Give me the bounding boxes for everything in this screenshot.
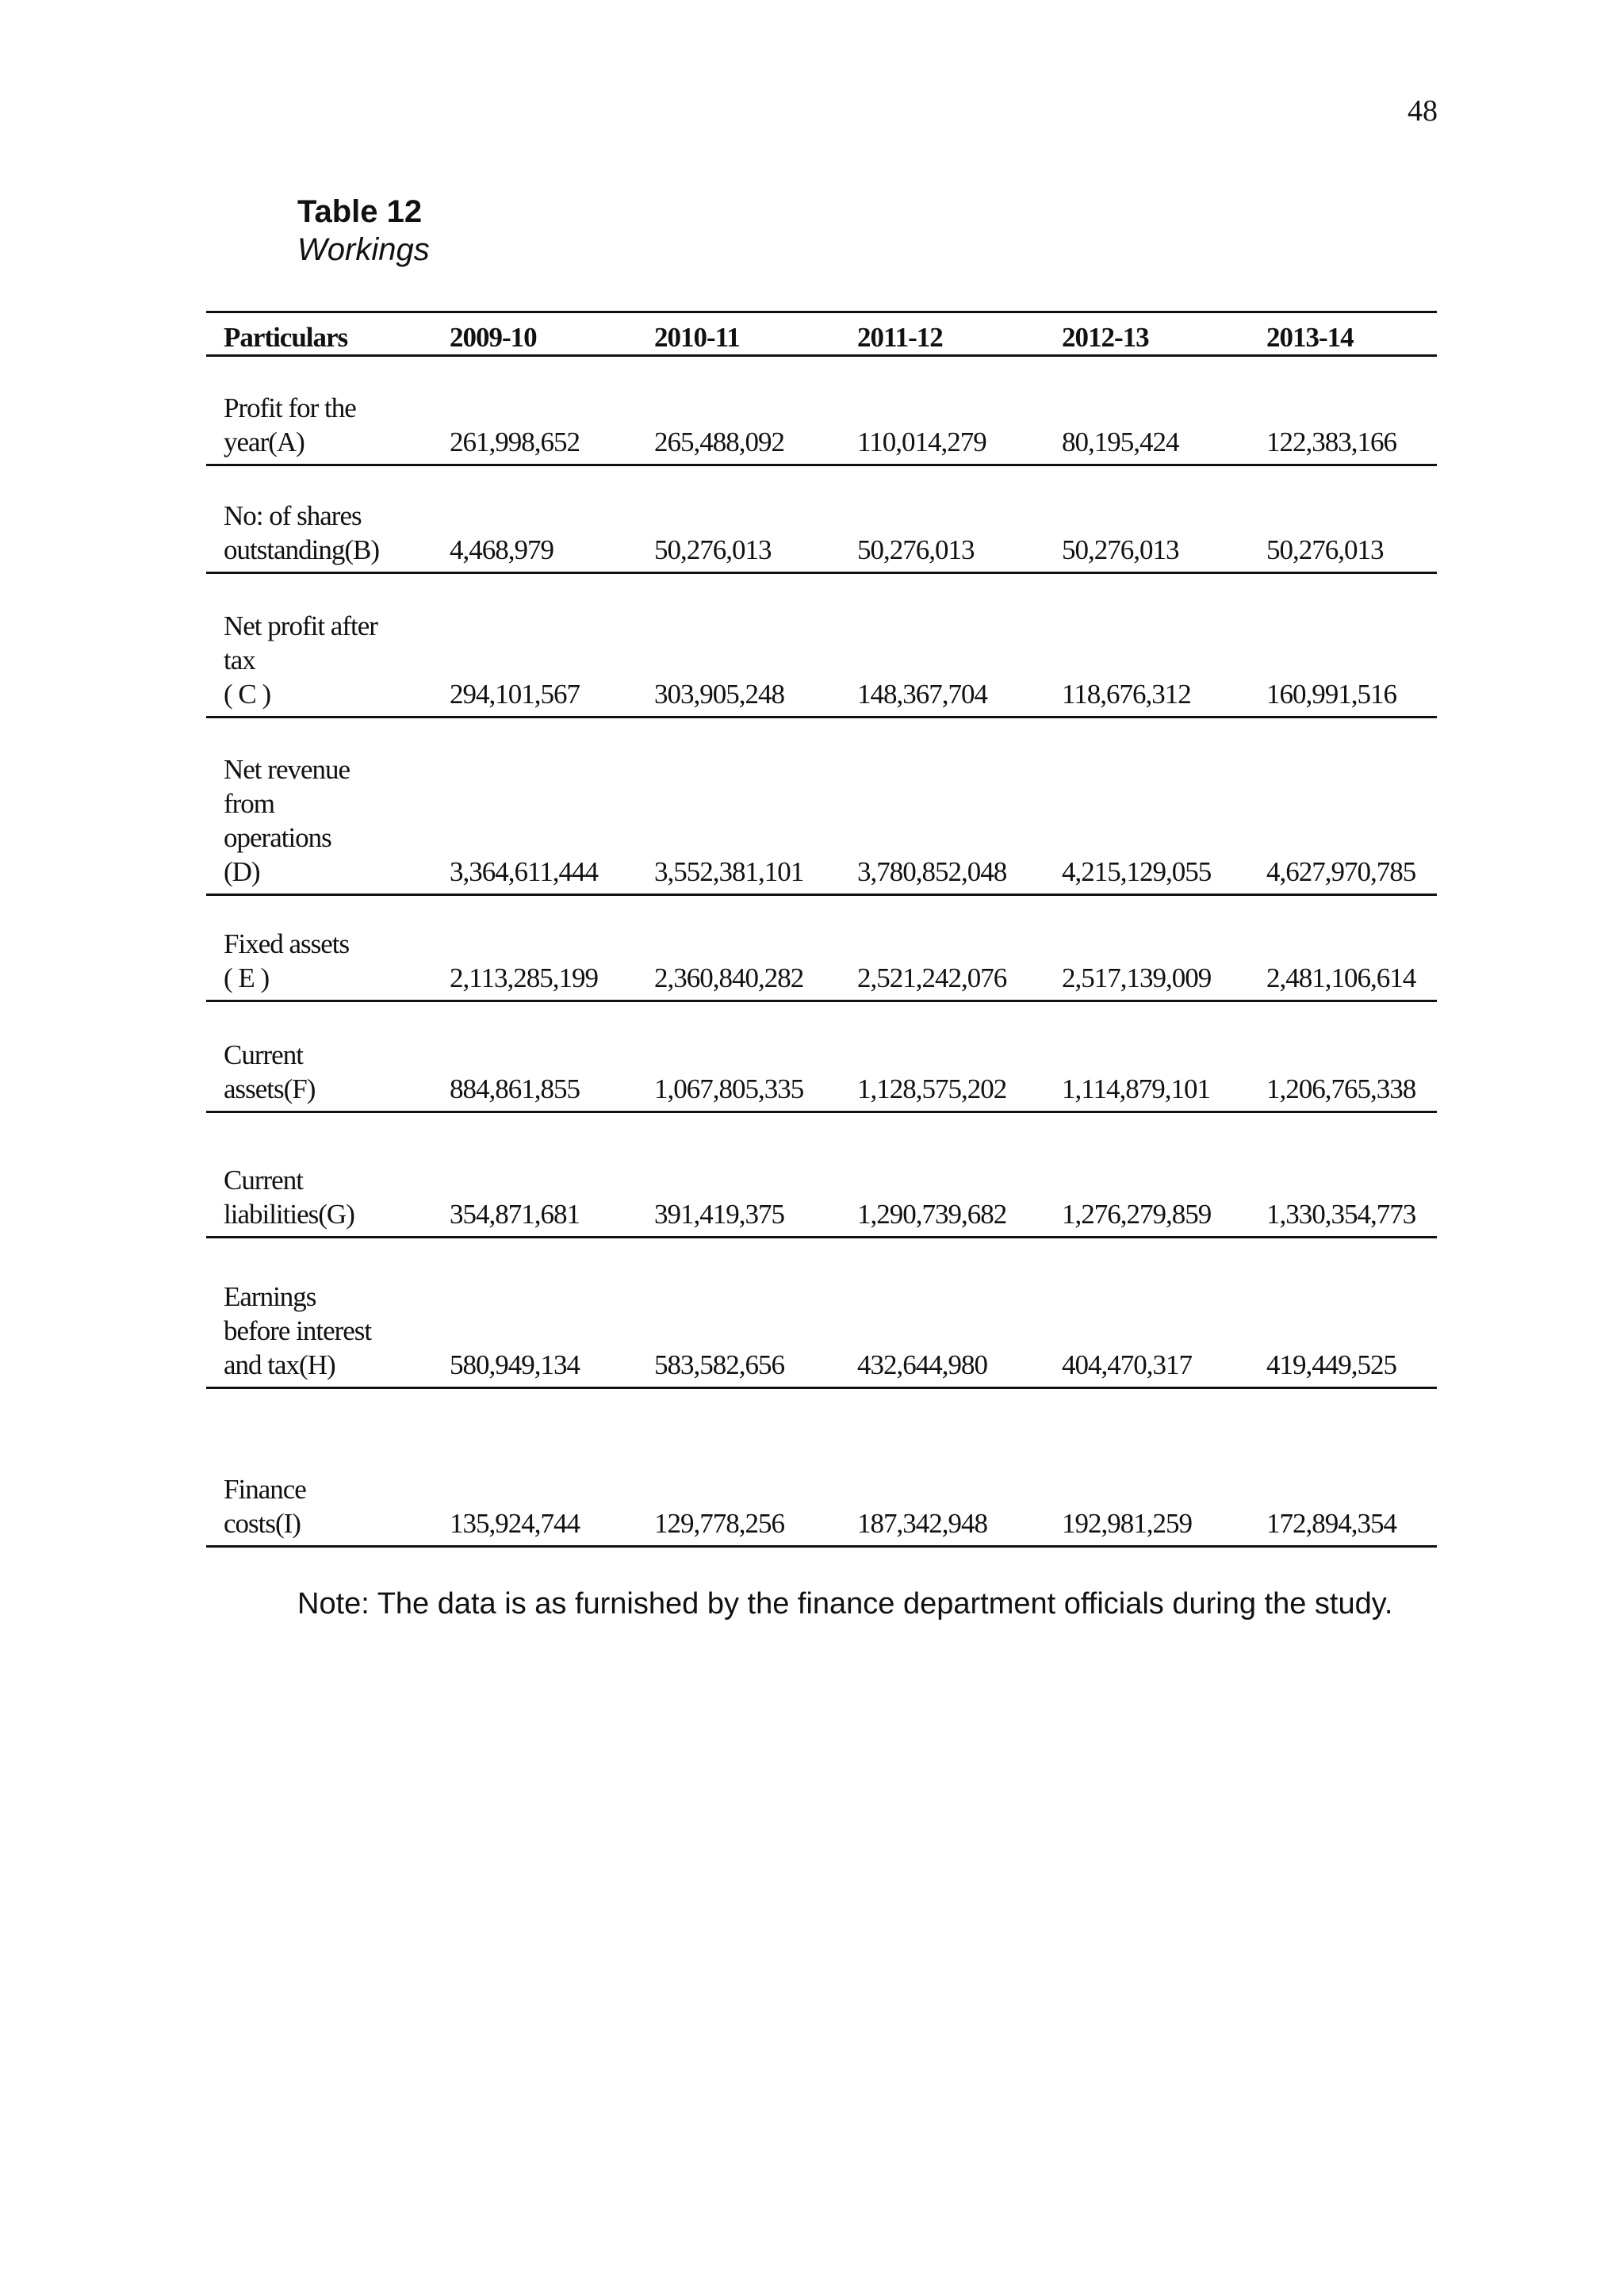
row-label: Finance costs(I) <box>224 1474 306 1539</box>
cell-value: 50,276,013 <box>654 534 772 565</box>
cell-value: 129,778,256 <box>654 1508 784 1539</box>
cell-value: 148,367,704 <box>857 679 987 710</box>
cell-value: 354,871,681 <box>450 1199 580 1230</box>
cell-value: 1,290,739,682 <box>857 1199 1007 1230</box>
cell-value: 192,981,259 <box>1062 1508 1192 1539</box>
cell-value: 110,014,279 <box>857 427 986 457</box>
table-row <box>206 356 1437 465</box>
cell-value: 118,676,312 <box>1062 679 1191 710</box>
header-year: 2011-12 <box>857 322 943 353</box>
table-row <box>206 573 1437 718</box>
cell-value: 432,644,980 <box>857 1349 987 1380</box>
cell-value: 583,582,656 <box>654 1349 784 1380</box>
cell-value: 404,470,317 <box>1062 1349 1192 1380</box>
row-label: Net profit after tax ( C ) <box>224 610 377 710</box>
row-label: Current liabilities(G) <box>224 1165 354 1230</box>
table-header-row <box>206 312 1437 356</box>
cell-value: 1,206,765,338 <box>1266 1073 1416 1104</box>
page-number: 48 <box>1408 94 1438 128</box>
workings-table <box>206 311 1437 1548</box>
table-label: Table 12 <box>297 194 423 229</box>
cell-value: 50,276,013 <box>1062 534 1179 565</box>
cell-value: 580,949,134 <box>450 1349 580 1380</box>
cell-value: 50,276,013 <box>1266 534 1384 565</box>
cell-value: 1,067,805,335 <box>654 1073 804 1104</box>
cell-value: 3,364,611,444 <box>450 856 598 887</box>
header-year: 2013-14 <box>1266 322 1354 353</box>
cell-value: 303,905,248 <box>654 679 784 710</box>
row-label: Net revenue from operations (D) <box>224 754 350 887</box>
table-subtitle: Workings <box>297 232 430 267</box>
table-note: Note: The data is as furnished by the finance department officials during the study. <box>297 1587 1393 1621</box>
cell-value: 4,468,979 <box>450 534 553 565</box>
table-row <box>206 1388 1437 1547</box>
row-label: Profit for the year(A) <box>224 392 356 457</box>
header-year: 2009-10 <box>450 322 537 353</box>
cell-value: 419,449,525 <box>1266 1349 1396 1380</box>
header-year: 2012-13 <box>1062 322 1149 353</box>
cell-value: 4,215,129,055 <box>1062 856 1212 887</box>
cell-value: 884,861,855 <box>450 1073 580 1104</box>
cell-value: 1,114,879,101 <box>1062 1073 1210 1104</box>
cell-value: 2,113,285,199 <box>450 962 598 993</box>
row-label: Current assets(F) <box>224 1039 316 1104</box>
row-label: Fixed assets ( E ) <box>224 928 350 993</box>
table-row <box>206 1001 1437 1112</box>
cell-value: 122,383,166 <box>1266 427 1396 457</box>
table-row <box>206 718 1437 895</box>
cell-value: 160,991,516 <box>1266 679 1396 710</box>
table-row <box>206 465 1437 573</box>
cell-value: 391,419,375 <box>654 1199 784 1230</box>
cell-value: 135,924,744 <box>450 1508 580 1539</box>
cell-value: 2,360,840,282 <box>654 962 804 993</box>
cell-value: 1,276,279,859 <box>1062 1199 1212 1230</box>
cell-value: 4,627,970,785 <box>1266 856 1416 887</box>
cell-value: 1,330,354,773 <box>1266 1199 1416 1230</box>
cell-value: 3,780,852,048 <box>857 856 1007 887</box>
cell-value: 261,998,652 <box>450 427 580 457</box>
cell-value: 172,894,354 <box>1266 1508 1396 1539</box>
cell-value: 2,521,242,076 <box>857 962 1007 993</box>
cell-value: 80,195,424 <box>1062 427 1179 457</box>
cell-value: 265,488,092 <box>654 427 784 457</box>
cell-value: 1,128,575,202 <box>857 1073 1007 1104</box>
cell-value: 3,552,381,101 <box>654 856 804 887</box>
header-year: 2010-11 <box>654 322 740 353</box>
cell-value: 187,342,948 <box>857 1508 987 1539</box>
header-particulars: Particulars <box>224 322 348 353</box>
cell-value: 50,276,013 <box>857 534 975 565</box>
cell-value: 2,481,106,614 <box>1266 962 1416 993</box>
row-label: No: of shares outstanding(B) <box>224 500 379 565</box>
table-row <box>206 895 1437 1001</box>
cell-value: 294,101,567 <box>450 679 580 710</box>
row-label: Earnings before interest and tax(H) <box>224 1281 372 1380</box>
cell-value: 2,517,139,009 <box>1062 962 1212 993</box>
table-row <box>206 1238 1437 1388</box>
table-row <box>206 1112 1437 1238</box>
